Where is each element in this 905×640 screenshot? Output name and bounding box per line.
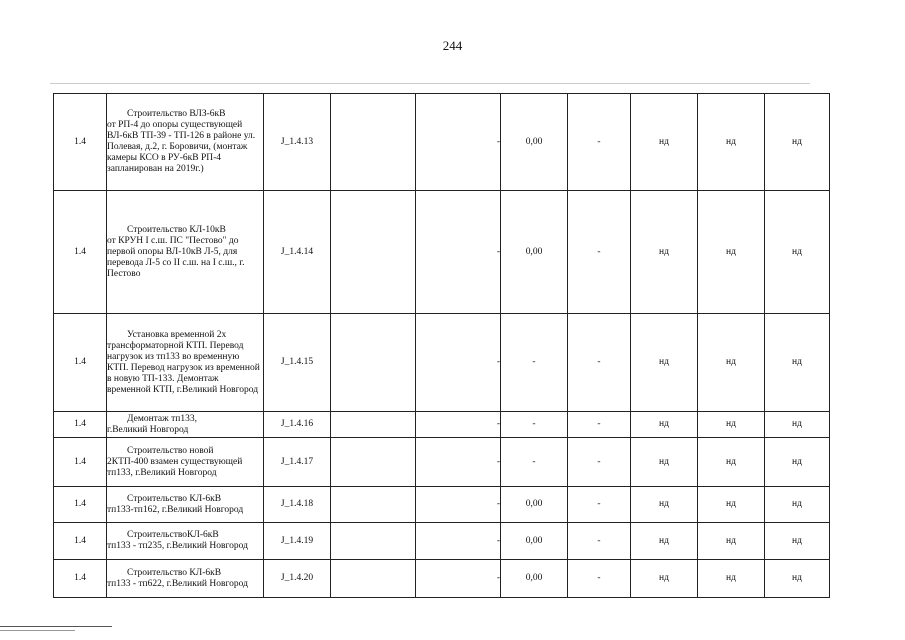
nd-cell: нд (698, 94, 765, 191)
row-number-cell: 1.4 (54, 314, 107, 412)
project-name-cell (107, 94, 264, 191)
table-row (54, 560, 830, 598)
value-cell: 0,00 (501, 560, 568, 598)
nd-cell: нд (698, 560, 765, 598)
project-name-first-line: Строительство новой (127, 445, 214, 456)
dash-cell: - (416, 487, 501, 523)
project-name-cell (107, 487, 264, 523)
project-name-first-line: Строительство ВЛЗ-6кВ (127, 109, 226, 119)
value-cell: - (501, 314, 568, 412)
empty-cell (331, 412, 416, 438)
row-number-cell: 1.4 (54, 487, 107, 523)
nd-cell: нд (765, 487, 830, 523)
top-rule (50, 83, 810, 84)
nd-cell: нд (698, 191, 765, 314)
nd-cell: нд (631, 412, 698, 438)
dash-cell: - (568, 438, 631, 487)
dash-cell: - (416, 314, 501, 412)
project-code-cell: J_1.4.15 (264, 314, 331, 412)
row-number-cell: 1.4 (54, 94, 107, 191)
dash-cell: - (568, 314, 631, 412)
table-row (54, 487, 830, 523)
nd-cell: нд (765, 191, 830, 314)
project-name-first-line: Демонтаж тп133, (127, 413, 197, 424)
value-cell: 0,00 (501, 487, 568, 523)
row-number-cell: 1.4 (54, 438, 107, 487)
empty-cell (331, 191, 416, 314)
project-name-first-line: СтроительствоКЛ-6кВ (127, 530, 219, 540)
project-name-first-line: Установка временной 2х (127, 329, 227, 340)
table-row (54, 412, 830, 438)
dash-cell: - (416, 412, 501, 438)
table-row (54, 314, 830, 412)
project-name-cell (107, 438, 264, 487)
nd-cell: нд (765, 314, 830, 412)
value-cell: 0,00 (501, 191, 568, 314)
nd-cell: нд (631, 191, 698, 314)
project-name-first-line: Строительство КЛ-6кВ (127, 493, 222, 504)
nd-cell: нд (631, 314, 698, 412)
nd-cell: нд (765, 412, 830, 438)
value-cell: - (501, 438, 568, 487)
empty-cell (331, 487, 416, 523)
dash-cell: - (568, 523, 631, 560)
row-number-cell: 1.4 (54, 191, 107, 314)
project-name-cell (107, 314, 264, 412)
project-name-rest: тп133 - тп622, г.Великий Новгород (107, 578, 248, 589)
value-cell: 0,00 (501, 94, 568, 191)
dash-cell: - (416, 438, 501, 487)
nd-cell: нд (631, 487, 698, 523)
nd-cell: нд (765, 438, 830, 487)
nd-cell: нд (631, 94, 698, 191)
dash-cell: - (568, 560, 631, 598)
dash-cell: - (568, 191, 631, 314)
project-name-rest: 2КТП-400 взамен существующей тп133, г.Великий Новгород (107, 456, 243, 478)
project-name-rest: от КРУН I с.ш. ПС "Пестово" до первой опоры ВЛ-10кВ Л-5, для перевода Л-5 со II с.ш. на I с.ш., г. Пестово (107, 235, 245, 279)
project-code-cell: J_1.4.13 (264, 94, 331, 191)
page-number: 244 (442, 38, 463, 53)
project-name-cell (107, 560, 264, 598)
dash-cell: - (568, 412, 631, 438)
project-code-cell: J_1.4.17 (264, 438, 331, 487)
project-name-cell (107, 523, 264, 560)
footnote-rule (0, 626, 112, 627)
nd-cell: нд (631, 560, 698, 598)
dash-cell: - (416, 523, 501, 560)
nd-cell: нд (765, 94, 830, 191)
project-name-rest: тп133-тп162, г.Великий Новгород (107, 504, 244, 515)
nd-cell: нд (698, 314, 765, 412)
project-name-cell (107, 191, 264, 314)
value-cell: 0,00 (501, 523, 568, 560)
empty-cell (331, 438, 416, 487)
project-name-rest: г.Великий Новгород (107, 424, 189, 435)
nd-cell: нд (765, 523, 830, 560)
project-name-first-line: Строительство КЛ-10кВ (127, 224, 226, 235)
dash-cell: - (416, 94, 501, 191)
empty-cell (331, 523, 416, 560)
project-name-rest: трансформаторной КТП. Перевод нагрузок из тп133 во временную КТП. Перевод нагрузок из временной в новую ТП-133. Демонтаж временной КТП, г.Великий Новгород (107, 340, 260, 395)
project-code-cell: J_1.4.18 (264, 487, 331, 523)
project-name-cell (107, 412, 264, 438)
project-code-cell: J_1.4.14 (264, 191, 331, 314)
empty-cell (331, 314, 416, 412)
dash-cell: - (568, 94, 631, 191)
dash-cell: - (416, 560, 501, 598)
row-number-cell: 1.4 (54, 523, 107, 560)
row-number-cell: 1.4 (54, 412, 107, 438)
investment-table (53, 93, 830, 598)
value-cell: - (501, 412, 568, 438)
nd-cell: нд (698, 523, 765, 560)
project-name-rest: тп133 - тп235, г.Великий Новгород (107, 541, 248, 551)
nd-cell: нд (698, 487, 765, 523)
dash-cell: - (568, 487, 631, 523)
project-name-rest: от РП-4 до опоры существующей ВЛ-6кВ ТП-39 - ТП-126 в районе ул. Полевая, д.2, г. Боровичи, (монтаж камеры КСО в РУ-6кВ РП-4 запланирован на 2019г.) (107, 120, 256, 174)
nd-cell: нд (631, 523, 698, 560)
nd-cell: нд (698, 412, 765, 438)
table-row (54, 523, 830, 560)
table-row (54, 191, 830, 314)
row-number-cell: 1.4 (54, 560, 107, 598)
nd-cell: нд (631, 438, 698, 487)
empty-cell (331, 94, 416, 191)
table-row (54, 438, 830, 487)
project-code-cell: J_1.4.16 (264, 412, 331, 438)
project-code-cell: J_1.4.19 (264, 523, 331, 560)
dash-cell: - (416, 191, 501, 314)
nd-cell: нд (765, 560, 830, 598)
footnote-rule-secondary (0, 630, 75, 631)
table-row (54, 94, 830, 191)
project-name-first-line: Строительство КЛ-6кВ (127, 567, 222, 578)
nd-cell: нд (698, 438, 765, 487)
empty-cell (331, 560, 416, 598)
project-code-cell: J_1.4.20 (264, 560, 331, 598)
